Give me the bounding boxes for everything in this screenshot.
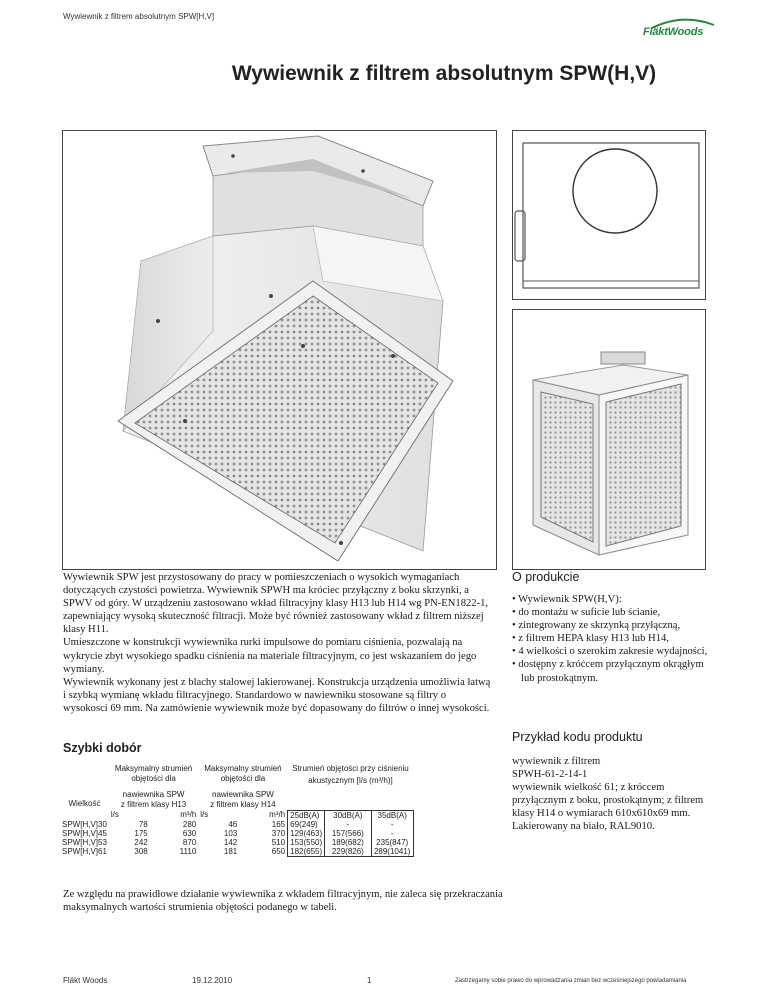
quick-selection-heading: Szybki dobór: [63, 741, 142, 755]
col-subheader-h13: nawiewnika SPW z filtrem klasy H13: [120, 790, 187, 809]
code-line: Lakierowany na biało, RAL9010.: [512, 821, 655, 833]
description-paragraph-2: Umieszczone w konstrukcji wywiewnika rurki impulsowe do pomiaru ciśnienia, pozwalają na wykrycie zbyt wysokiego spadku ciśnienia na materiale filtracyjnym, co jest wskazaniem do jego wymiany.: [63, 637, 477, 675]
col-header-35db: 35dB(A): [371, 810, 413, 820]
table-row: SPW[H,V]30 78 280 46 165 69(249) - -: [60, 820, 413, 829]
table-row: SPW[H,V]45 175 630 103 370 129(463) 157(566) -: [60, 829, 413, 838]
brand-logo: FläktWoods: [643, 26, 704, 38]
code-line: wywiewnik wielkość 61; z króccem przyłącznym z boku, prostokątnym; z filtrem klasy H14 o wymiarach 610x610x69 mm.: [512, 782, 704, 820]
table-note: Ze względu na prawidłowe działanie wywiewnika z wkładem filtracyjnym, nie zaleca się przekraczania maksymalnych wartości strumienia objętości podanego w tabeli.: [63, 889, 503, 914]
col-header-acoustic: Strumień objętości przy ciśnieniu akustycznym [l/s (m³/h)]: [292, 764, 409, 785]
quick-selection-table: [60, 764, 414, 857]
table-row: SPW[H,V]53 242 870 142 510 153(550) 189(682) 235(847): [60, 838, 413, 847]
about-heading: O produkcie: [512, 570, 580, 584]
list-item: • z filtrem HEPA klasy H13 lub H14,: [512, 632, 712, 645]
col-subheader-h14: nawiewnika SPW z filtrem klasy H14: [210, 790, 276, 809]
description-paragraph-1: Wywiewnik SPW jest przystosowany do pracy w pomieszczeniach o wysokich wymaganiach dotyczących czystości powietrza. Wywiewnik SPWH ma króciec przyłączny z boku skrzynki, a SPWV od góry. W urządzeniu zastosowano wkład filtracyjny klasy H13 lub H14 wg PN-EN1822-1, zapewniający wysoką skuteczność filtracji. Może być również zastosowany wkład z filtrem niższej klasy H11.: [63, 572, 489, 636]
code-line: SPWH-61-2-14-1: [512, 769, 588, 781]
unit-m3h: m³/h: [269, 810, 286, 819]
table-row: SPW[H,V]61 308 1110 181 650 182(655) 229(826) 289(1041): [60, 847, 413, 857]
list-item: • zintegrowany ze skrzynką przyłączną,: [512, 619, 712, 632]
list-item: • dostępny z króćcem przyłącznym okrągłym lub prostokątnym.: [512, 658, 712, 684]
page-title: Wywiewnik z filtrem absolutnym SPW(H,V): [231, 62, 657, 85]
product-image-side-view: [512, 130, 706, 300]
code-example-heading: Przykład kodu produktu: [512, 730, 643, 744]
code-line: wywiewnik z filtrem: [512, 756, 601, 767]
about-list: [512, 593, 712, 685]
col-header-25db: 25dB(A): [288, 810, 325, 820]
product-image-perspective: [512, 309, 706, 570]
col-header-size: Wielkość: [68, 799, 101, 808]
footer-date: 19.12.2010: [192, 976, 233, 985]
footer-company: Fläkt Woods: [63, 976, 108, 985]
unit-ls: l/s: [110, 810, 119, 819]
list-item: • do montażu w suficie lub ścianie,: [512, 606, 712, 619]
description-paragraph-3: Wywiewnik wykonany jest z blachy stalowej lakierowanej. Konstrukcja urządzenia umożliwia łatwą i szybką wymianę wkładu filtracyjnego. Standardowo w nawiewniku stosowane są filtry o wysokosci 69 mm. Na zamówienie wywiewnik może być dopasowany do filtrów o innej wysokości.: [63, 676, 491, 714]
unit-ls: l/s: [200, 810, 209, 819]
running-header: Wywiewnik z filtrem absolutnym SPW[H,V]: [63, 12, 215, 21]
product-image-main: [62, 130, 497, 570]
list-item: • Wywiewnik SPW(H,V):: [512, 593, 712, 606]
page-number: 1: [367, 976, 372, 985]
code-example-text: [512, 755, 712, 834]
product-description: [63, 571, 493, 715]
list-item: • 4 wielkości o szerokim zakresie wydajności,: [512, 645, 712, 658]
col-header-30db: 30dB(A): [325, 810, 371, 820]
col-header-h14: Maksymalny strumień objętości dla: [204, 764, 282, 783]
col-header-h13: Maksymalny strumień objętości dla: [114, 764, 193, 783]
footer-disclaimer: Zastrzegamy sobie prawo do wprowadzania zmian bez wcześniejszego powiadamiania: [455, 978, 687, 984]
unit-m3h: m³/h: [180, 810, 197, 819]
